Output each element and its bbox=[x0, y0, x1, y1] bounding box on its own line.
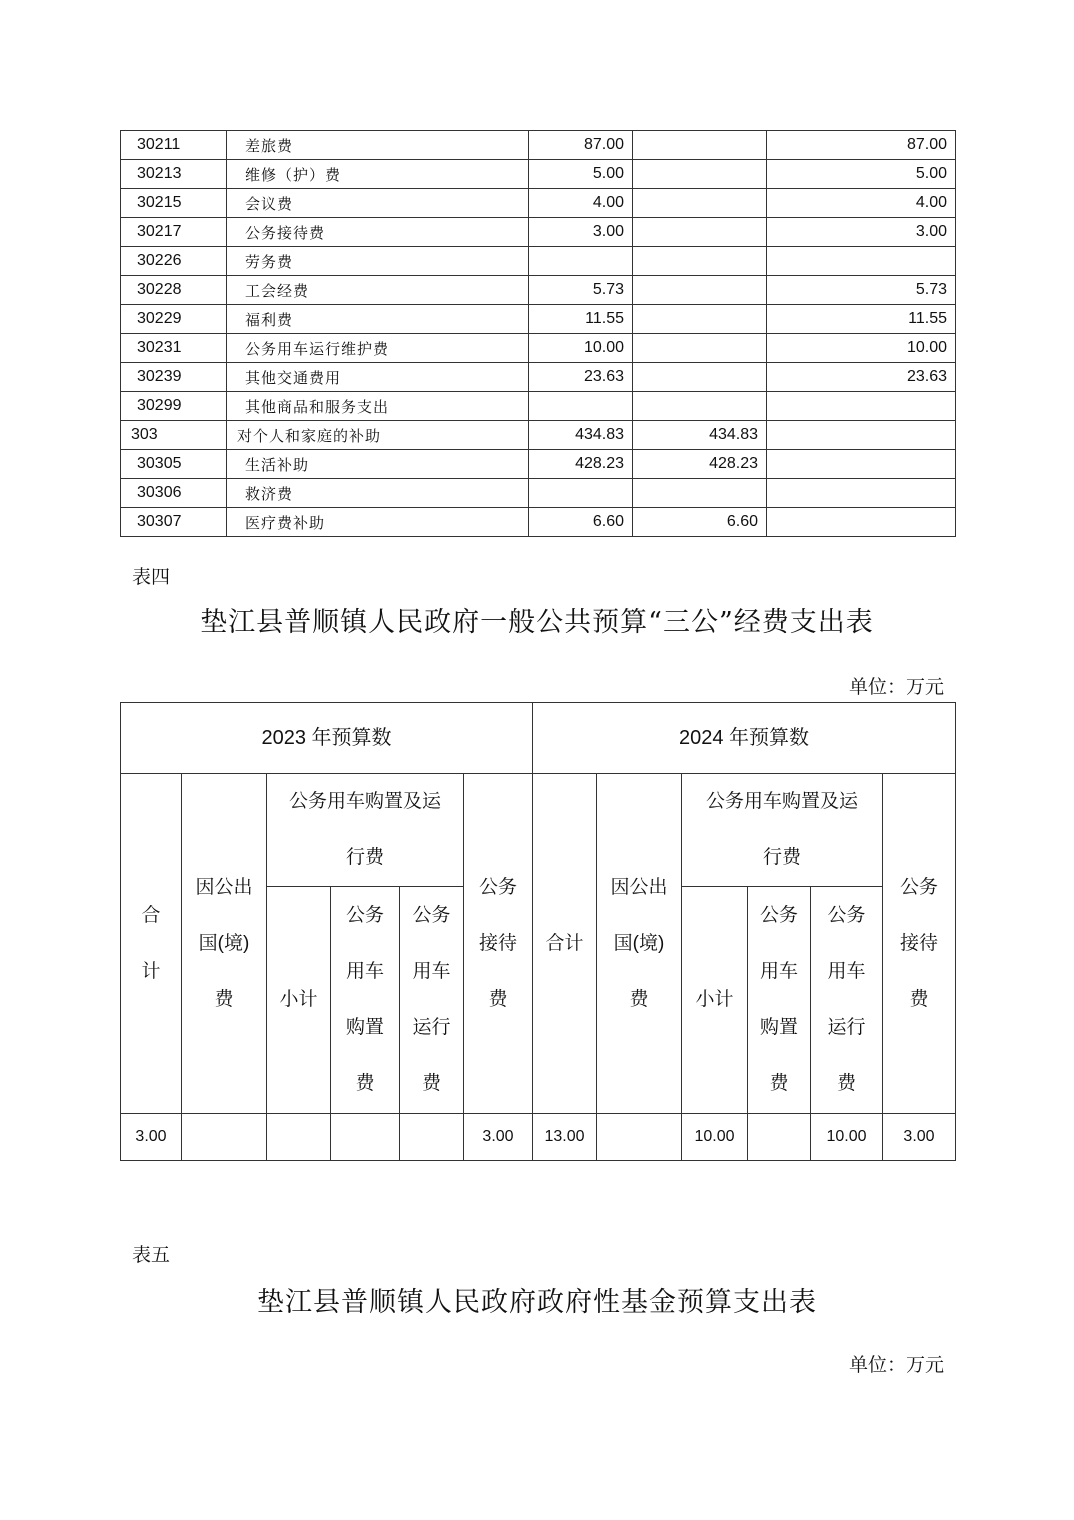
row-code: 30305 bbox=[121, 450, 227, 479]
header-2024-vehicle: 公务用车购置及运 行费 bbox=[682, 774, 883, 887]
header-row-categories bbox=[121, 774, 956, 887]
row-public: 5.73 bbox=[767, 276, 956, 305]
table-row bbox=[121, 160, 956, 189]
row-total: 10.00 bbox=[529, 334, 633, 363]
row-personnel bbox=[633, 479, 767, 508]
row-public: 87.00 bbox=[767, 131, 956, 160]
row-code: 30226 bbox=[121, 247, 227, 276]
table-row bbox=[121, 189, 956, 218]
cell-2023-abroad bbox=[182, 1114, 267, 1161]
row-name: 工会经费 bbox=[227, 276, 529, 305]
table-row bbox=[121, 276, 956, 305]
row-personnel bbox=[633, 160, 767, 189]
row-name: 救济费 bbox=[227, 479, 529, 508]
row-personnel bbox=[633, 363, 767, 392]
row-code: 30307 bbox=[121, 508, 227, 537]
row-name: 医疗费补助 bbox=[227, 508, 529, 537]
table4-unit: 单位：万元 bbox=[848, 676, 944, 698]
table5-caption: 表五 bbox=[132, 1244, 171, 1266]
cell-2023-operation bbox=[400, 1114, 464, 1161]
expense-table bbox=[120, 130, 956, 537]
row-code: 30228 bbox=[121, 276, 227, 305]
row-total: 3.00 bbox=[529, 218, 633, 247]
header-2024-abroad: 因公出 国(境) 费 bbox=[597, 774, 682, 1114]
row-public bbox=[767, 450, 956, 479]
header-2023-vehicle: 公务用车购置及运 行费 bbox=[267, 774, 464, 887]
row-total: 11.55 bbox=[529, 305, 633, 334]
table-row bbox=[121, 334, 956, 363]
row-code: 303 bbox=[121, 421, 227, 450]
header-2023: 2023 年预算数 bbox=[121, 703, 533, 774]
row-personnel bbox=[633, 247, 767, 276]
row-personnel bbox=[633, 334, 767, 363]
cell-2024-abroad bbox=[597, 1114, 682, 1161]
row-name: 会议费 bbox=[227, 189, 529, 218]
header-2024-reception: 公务 接待 费 bbox=[883, 774, 956, 1114]
row-personnel: 434.83 bbox=[633, 421, 767, 450]
row-total: 87.00 bbox=[529, 131, 633, 160]
row-public bbox=[767, 247, 956, 276]
row-name: 劳务费 bbox=[227, 247, 529, 276]
row-personnel bbox=[633, 276, 767, 305]
row-personnel bbox=[633, 131, 767, 160]
table5-title: 垫江县普顺镇人民政府政府性基金预算支出表 bbox=[257, 1287, 817, 1318]
table-row bbox=[121, 131, 956, 160]
row-name: 其他商品和服务支出 bbox=[227, 392, 529, 421]
row-total bbox=[529, 247, 633, 276]
row-code: 30211 bbox=[121, 131, 227, 160]
table-row bbox=[121, 392, 956, 421]
header-row-years bbox=[121, 703, 956, 774]
header-2023-operation: 公务 用车 运行 费 bbox=[400, 887, 464, 1114]
row-code: 30217 bbox=[121, 218, 227, 247]
cell-2023-total: 3.00 bbox=[121, 1114, 182, 1161]
row-name: 公务用车运行维护费 bbox=[227, 334, 529, 363]
row-total: 4.00 bbox=[529, 189, 633, 218]
table-row bbox=[121, 1114, 956, 1161]
row-personnel bbox=[633, 189, 767, 218]
header-2024-purchase: 公务 用车 购置 费 bbox=[748, 887, 811, 1114]
row-total: 23.63 bbox=[529, 363, 633, 392]
row-public: 10.00 bbox=[767, 334, 956, 363]
cell-2023-purchase bbox=[331, 1114, 400, 1161]
row-total: 434.83 bbox=[529, 421, 633, 450]
expense-table-body bbox=[121, 131, 956, 537]
table-row bbox=[121, 218, 956, 247]
header-2023-subtotal: 小计 bbox=[267, 887, 331, 1114]
row-name: 生活补助 bbox=[227, 450, 529, 479]
row-code: 30215 bbox=[121, 189, 227, 218]
row-code: 30231 bbox=[121, 334, 227, 363]
row-name: 福利费 bbox=[227, 305, 529, 334]
row-name: 差旅费 bbox=[227, 131, 529, 160]
row-code: 30306 bbox=[121, 479, 227, 508]
row-public: 23.63 bbox=[767, 363, 956, 392]
row-public: 5.00 bbox=[767, 160, 956, 189]
row-total bbox=[529, 479, 633, 508]
three-public-expense-table bbox=[120, 702, 956, 1161]
header-2024-operation: 公务 用车 运行 费 bbox=[811, 887, 883, 1114]
table4-caption: 表四 bbox=[132, 566, 171, 588]
table-row bbox=[121, 479, 956, 508]
row-personnel bbox=[633, 305, 767, 334]
row-total: 428.23 bbox=[529, 450, 633, 479]
row-code: 30229 bbox=[121, 305, 227, 334]
cell-2024-reception: 3.00 bbox=[883, 1114, 956, 1161]
row-code: 30239 bbox=[121, 363, 227, 392]
row-total: 6.60 bbox=[529, 508, 633, 537]
row-public bbox=[767, 479, 956, 508]
cell-2024-operation: 10.00 bbox=[811, 1114, 883, 1161]
cell-2024-purchase bbox=[748, 1114, 811, 1161]
header-2023-total: 合 计 bbox=[121, 774, 182, 1114]
table-row bbox=[121, 247, 956, 276]
header-2024: 2024 年预算数 bbox=[533, 703, 956, 774]
table5-unit: 单位：万元 bbox=[848, 1354, 944, 1376]
row-public bbox=[767, 421, 956, 450]
row-total bbox=[529, 392, 633, 421]
row-personnel: 6.60 bbox=[633, 508, 767, 537]
table-row bbox=[121, 450, 956, 479]
row-name: 维修（护）费 bbox=[227, 160, 529, 189]
row-personnel: 428.23 bbox=[633, 450, 767, 479]
row-public: 11.55 bbox=[767, 305, 956, 334]
row-total: 5.73 bbox=[529, 276, 633, 305]
row-name: 其他交通费用 bbox=[227, 363, 529, 392]
table-row bbox=[121, 421, 956, 450]
row-personnel bbox=[633, 218, 767, 247]
row-public: 4.00 bbox=[767, 189, 956, 218]
header-2024-total: 合计 bbox=[533, 774, 597, 1114]
table-row bbox=[121, 363, 956, 392]
row-name: 公务接待费 bbox=[227, 218, 529, 247]
row-public bbox=[767, 392, 956, 421]
cell-2023-reception: 3.00 bbox=[464, 1114, 533, 1161]
row-public bbox=[767, 508, 956, 537]
header-2023-abroad: 因公出 国(境) 费 bbox=[182, 774, 267, 1114]
cell-2024-total: 13.00 bbox=[533, 1114, 597, 1161]
row-public: 3.00 bbox=[767, 218, 956, 247]
row-name: 对个人和家庭的补助 bbox=[227, 421, 529, 450]
header-2024-subtotal: 小计 bbox=[682, 887, 748, 1114]
cell-2023-subtotal bbox=[267, 1114, 331, 1161]
table4-title: 垫江县普顺镇人民政府一般公共预算“三公”经费支出表 bbox=[200, 607, 874, 638]
row-personnel bbox=[633, 392, 767, 421]
row-code: 30299 bbox=[121, 392, 227, 421]
row-code: 30213 bbox=[121, 160, 227, 189]
table-row bbox=[121, 508, 956, 537]
header-2023-purchase: 公务 用车 购置 费 bbox=[331, 887, 400, 1114]
row-total: 5.00 bbox=[529, 160, 633, 189]
cell-2024-subtotal: 10.00 bbox=[682, 1114, 748, 1161]
header-2023-reception: 公务 接待 费 bbox=[464, 774, 533, 1114]
table-row bbox=[121, 305, 956, 334]
